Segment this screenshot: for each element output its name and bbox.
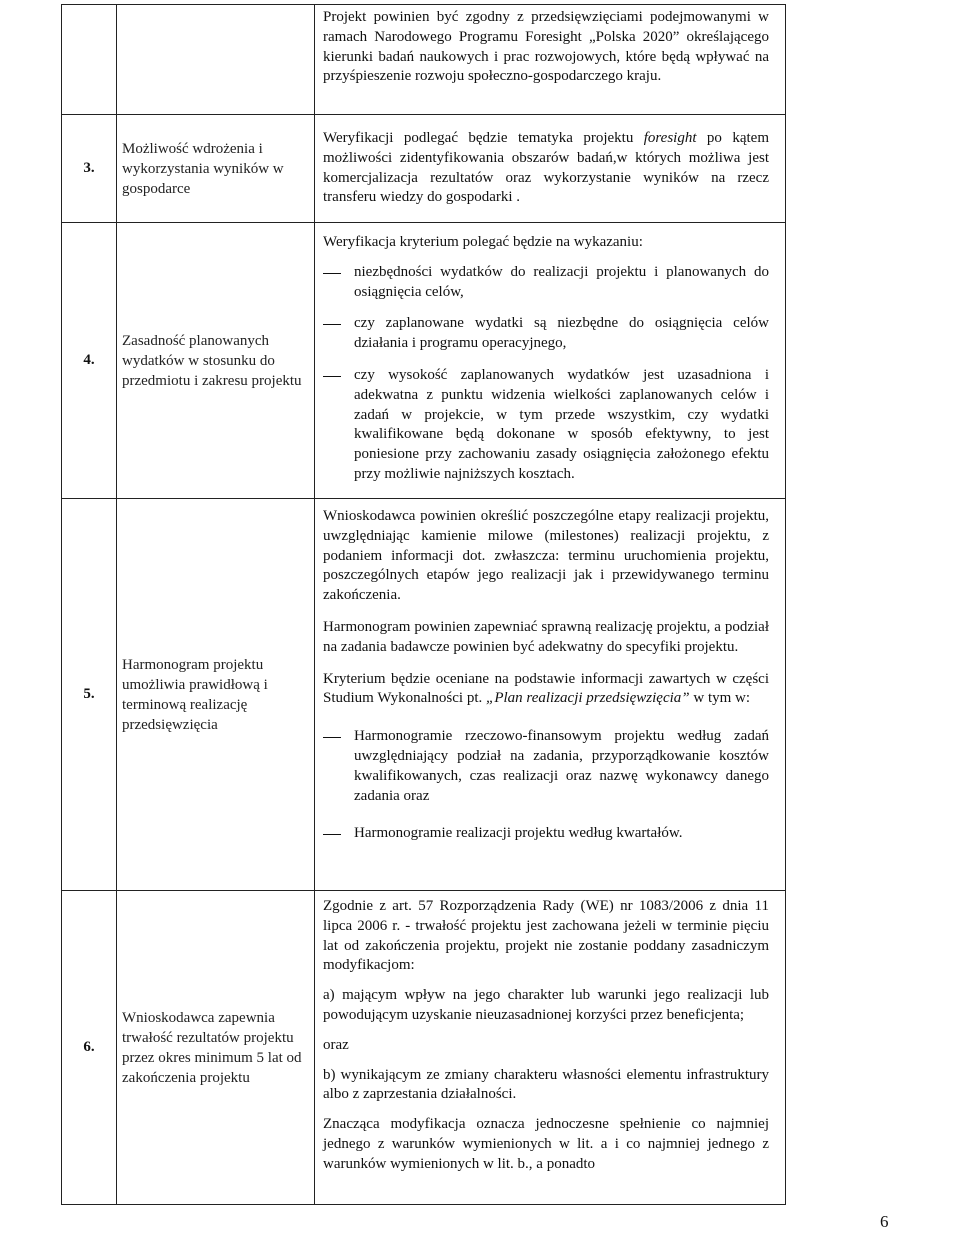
row-number: 3. <box>62 115 117 223</box>
criterion-cell: Harmonogram projektu umożliwia prawidłową i terminową realizację przedsięwzięcia <box>117 499 315 891</box>
description-text: Kryterium będzie oceniane na podstawie informacji zawartych w części Studium Wykonalności pt. „Plan realizacji przedsięwzięcia” w tym w: <box>323 670 769 707</box>
description-text: Harmonogram powinien zapewniać sprawną realizację projektu, a podział na zadania badawcze powinien być adekwatny do specyfiki projektu. <box>323 618 769 655</box>
description-cell <box>315 891 786 1205</box>
row-number: 6. <box>62 891 117 1205</box>
list-item: Harmonogramie rzeczowo-finansowym projektu według zadań uwzględniający podział na zadania, przyporządkowanie kosztów kwalifikowanych, czas realizacji oraz nazwę wykonawcy danego zadania oraz <box>323 727 769 806</box>
description-text: a) mającym wpływ na jego charakter lub warunki jego realizacji lub powodującym uzyskanie nieuzasadnionej korzyści przez beneficjenta; <box>323 987 769 1023</box>
table-row <box>62 223 786 499</box>
page-number: 6 <box>880 1212 889 1231</box>
row-number <box>62 5 117 115</box>
description-cell <box>315 5 786 115</box>
table-row <box>62 5 786 115</box>
description-text: Weryfikacji podlegać będzie tematyka projektu foresight po kątem możliwości zidentyfikowania obszarów badań,w których możliwa jest komercjalizacja rezultatów oraz wykorzystanie wyników na rzecz transferu wiedzy do gospodarki . <box>323 130 769 206</box>
description-text: Projekt powinien być zgodny z przedsięwzięciami podejmowanymi w ramach Narodowego Programu Foresight „Polska 2020” określającego kierunki badań naukowych i prac rozwojowych, które będą wpływać na przyśpieszenie rozwoju społeczno-gospodarczego kraju. <box>323 9 769 85</box>
criterion-cell <box>117 5 315 115</box>
criterion-cell: Zasadność planowanych wydatków w stosunku do przedmiotu i zakresu projektu <box>117 223 315 499</box>
list-item: Harmonogramie realizacji projektu według kwartałów. <box>323 824 769 844</box>
description-text: Zgodnie z art. 57 Rozporządzenia Rady (WE) nr 1083/2006 z dnia 11 lipca 2006 r. - trwałość projektu jest zachowana jeżeli w terminie pięciu lat od zakończenia projektu, projekt nie zostanie poddany zasadniczym modyfikacjom: <box>323 898 769 974</box>
description-text: oraz <box>323 1036 349 1053</box>
list-item: czy zaplanowane wydatki są niezbędne do osiągnięcia celów działania i programu operacyjnego, <box>323 314 769 354</box>
list-item: niezbędności wydatków do realizacji projektu i planowanych do osiągnięcia celów, <box>323 263 769 303</box>
table-row <box>62 891 786 1205</box>
description-text: Wnioskodawca powinien określić poszczególne etapy realizacji projektu, uwzględniając kamienie milowe (milestones) realizacji projektu, z podaniem informacji dot. zwłaszcza: terminu uruchomienia projektu, poszczególnych etapów jego realizacji jak i przewidywanego terminu zakończenia. <box>323 508 769 604</box>
table-row <box>62 115 786 223</box>
table-row <box>62 499 786 891</box>
description-text: b) wynikającym ze zmiany charakteru własności elementu infrastruktury albo z zaprzestania działalności. <box>323 1066 769 1103</box>
criterion-cell: Wnioskodawca zapewnia trwałość rezultatów projektu przez okres minimum 5 lat od zakończenia projektu <box>117 891 315 1205</box>
description-cell <box>315 115 786 223</box>
list-item: czy wysokość zaplanowanych wydatków jest uzasadniona i adekwatna z punktu widzenia wielkości zaplanowanych celów i zadań w projekcie, w tym przede wszystkim, czy wydatki kwalifikowane będą dokonane w sposób efektywny, to jest poniesione przy zachowaniu zasady osiągnięcia założonego efektu przy możliwie najniższych kosztach. <box>323 366 769 485</box>
description-text: Znacząca modyfikacja oznacza jednoczesne spełnienie co najmniej jednego z warunków wymienionych w lit. a i co najmniej jednego z warunków wymienionych w lit. b., a ponadto <box>323 1116 769 1172</box>
row-number: 5. <box>62 499 117 891</box>
criteria-table <box>61 4 786 1205</box>
description-intro: Weryfikacja kryterium polegać będzie na wykazaniu: <box>323 234 643 250</box>
description-cell <box>315 223 786 499</box>
description-cell <box>315 499 786 891</box>
row-number: 4. <box>62 223 117 499</box>
criterion-cell: Możliwość wdrożenia i wykorzystania wyników w gospodarce <box>117 115 315 223</box>
